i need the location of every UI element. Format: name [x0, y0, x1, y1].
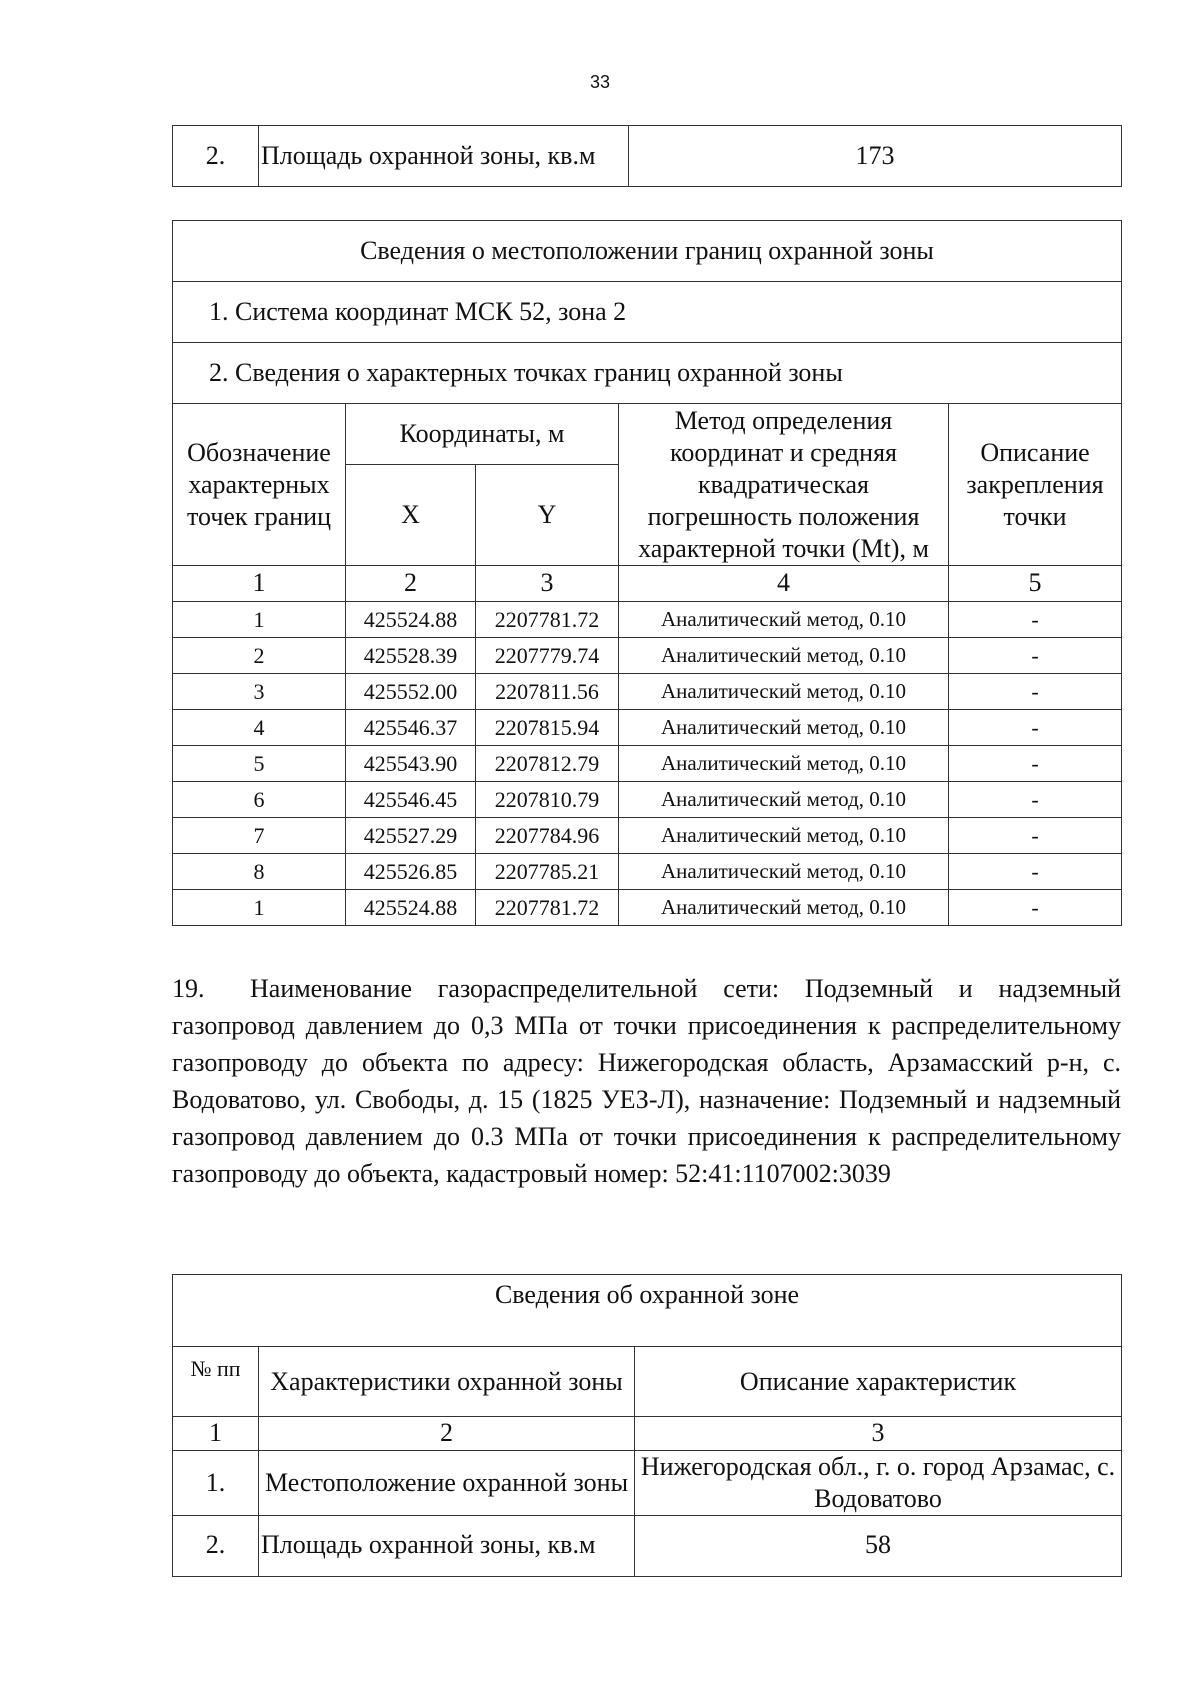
- index-row: [173, 566, 1122, 602]
- coord-x: 425524.88: [346, 602, 476, 638]
- method-cell: Аналитический метод, 0.10: [619, 854, 949, 890]
- header-method: Метод определения координат и средняя квадратическая погрешность положения характерной точки (Mt), м: [619, 404, 949, 566]
- description-cell: -: [949, 710, 1122, 746]
- coord-x: 425543.90: [346, 746, 476, 782]
- method-cell: Аналитический метод, 0.10: [619, 818, 949, 854]
- description-cell: -: [949, 674, 1122, 710]
- coord-x: 425546.37: [346, 710, 476, 746]
- description-cell: -: [949, 782, 1122, 818]
- description-cell: -: [949, 818, 1122, 854]
- header-num: № пп: [173, 1347, 259, 1417]
- zone-info-title: Сведения об охранной зоне: [173, 1275, 1122, 1347]
- header-row: [173, 1347, 1122, 1417]
- table-title-row: [173, 1275, 1122, 1347]
- section-text: Наименование газораспределительной сети: Подземный и надземный газопровод давлением до 0,3 МПа от точки присоединения к распределительному газопроводу до объекта по адресу: Нижегородская область, Арзамасский р-н, с. Водоватово, ул. Свободы, д. 15 (1825 УЕЗ-Л), назначение: Подземный и надземный газопровод давлением до 0.3 МПа от точки присоединения к распределительному газопроводу до объекта, кадастровый номер: 52:41:1107002:3039: [172, 974, 1121, 1188]
- header-description: Описание закрепления точки: [949, 404, 1122, 566]
- table-row: [173, 818, 1122, 854]
- row-value: 173: [629, 126, 1122, 187]
- description-cell: -: [949, 746, 1122, 782]
- point-id: 4: [173, 710, 346, 746]
- method-cell: Аналитический метод, 0.10: [619, 890, 949, 926]
- point-id: 8: [173, 854, 346, 890]
- index-cell: 3: [476, 566, 619, 602]
- coord-y: 2207811.56: [476, 674, 619, 710]
- coord-x: 425528.39: [346, 638, 476, 674]
- point-id: 3: [173, 674, 346, 710]
- page-number: 33: [589, 72, 611, 92]
- points-title: 2. Сведения о характерных точках границ охранной зоны: [173, 343, 1122, 404]
- table-row: [173, 746, 1122, 782]
- row-value: Нижегородская обл., г. о. город Арзамас, с. Водоватово: [635, 1450, 1122, 1515]
- point-id: 2: [173, 638, 346, 674]
- method-cell: Аналитический метод, 0.10: [619, 746, 949, 782]
- method-cell: Аналитический метод, 0.10: [619, 602, 949, 638]
- description-cell: -: [949, 854, 1122, 890]
- boundary-table: [172, 220, 1122, 926]
- description-cell: -: [949, 602, 1122, 638]
- section-19-paragraph: [172, 970, 1121, 1192]
- table-row: [173, 890, 1122, 926]
- boundary-rows: [173, 602, 1122, 926]
- table-row: [173, 638, 1122, 674]
- table-title-row: [173, 221, 1122, 282]
- header-characteristics: Характеристики охранной зоны: [259, 1347, 635, 1417]
- row-label: Площадь охранной зоны, кв.м: [259, 126, 629, 187]
- row-number: 2.: [173, 1515, 259, 1576]
- boundary-title: Сведения о местоположении границ охранной зоны: [173, 221, 1122, 282]
- coord-x: 425526.85: [346, 854, 476, 890]
- table-row: [173, 710, 1122, 746]
- description-cell: -: [949, 638, 1122, 674]
- method-cell: Аналитический метод, 0.10: [619, 782, 949, 818]
- index-cell: 5: [949, 566, 1122, 602]
- table-row: [173, 854, 1122, 890]
- index-cell: 4: [619, 566, 949, 602]
- coord-y: 2207781.72: [476, 602, 619, 638]
- row-value: 58: [635, 1515, 1122, 1576]
- point-id: 5: [173, 746, 346, 782]
- table-row: [173, 782, 1122, 818]
- coord-y: 2207779.74: [476, 638, 619, 674]
- point-id: 6: [173, 782, 346, 818]
- header-y: Y: [476, 465, 619, 566]
- index-cell: 1: [173, 566, 346, 602]
- table-row: [173, 126, 1122, 187]
- header-coords: Координаты, м: [346, 404, 619, 465]
- header-description: Описание характеристик: [635, 1347, 1122, 1417]
- zone-info-table: [172, 1274, 1122, 1577]
- method-cell: Аналитический метод, 0.10: [619, 638, 949, 674]
- coord-y: 2207810.79: [476, 782, 619, 818]
- coord-y: 2207785.21: [476, 854, 619, 890]
- header-x: X: [346, 465, 476, 566]
- table-row: [173, 602, 1122, 638]
- coord-y: 2207815.94: [476, 710, 619, 746]
- table-row: [173, 1450, 1122, 1515]
- coord-y: 2207784.96: [476, 818, 619, 854]
- index-row: [173, 1417, 1122, 1451]
- table-system-row: [173, 282, 1122, 343]
- table-row: [173, 1515, 1122, 1576]
- row-label: Местоположение охранной зоны: [259, 1450, 635, 1515]
- table-row: [173, 674, 1122, 710]
- point-id: 1: [173, 890, 346, 926]
- coord-x: 425524.88: [346, 890, 476, 926]
- coord-x: 425527.29: [346, 818, 476, 854]
- coord-y: 2207781.72: [476, 890, 619, 926]
- row-label: Площадь охранной зоны, кв.м: [259, 1515, 635, 1576]
- method-cell: Аналитический метод, 0.10: [619, 710, 949, 746]
- coord-x: 425552.00: [346, 674, 476, 710]
- section-number: 19.: [172, 974, 205, 1003]
- description-cell: -: [949, 890, 1122, 926]
- coordinate-system: 1. Система координат МСК 52, зона 2: [173, 282, 1122, 343]
- area-table-prev: [172, 125, 1122, 187]
- row-number: 1.: [173, 1450, 259, 1515]
- method-cell: Аналитический метод, 0.10: [619, 674, 949, 710]
- point-id: 7: [173, 818, 346, 854]
- coord-y: 2207812.79: [476, 746, 619, 782]
- table-points-title-row: [173, 343, 1122, 404]
- index-cell: 2: [346, 566, 476, 602]
- index-cell: 3: [635, 1417, 1122, 1451]
- point-id: 1: [173, 602, 346, 638]
- header-row: [173, 404, 1122, 465]
- coord-x: 425546.45: [346, 782, 476, 818]
- index-cell: 1: [173, 1417, 259, 1451]
- header-designation: Обозначение характерных точек границ: [173, 404, 346, 566]
- row-number: 2.: [173, 126, 259, 187]
- index-cell: 2: [259, 1417, 635, 1451]
